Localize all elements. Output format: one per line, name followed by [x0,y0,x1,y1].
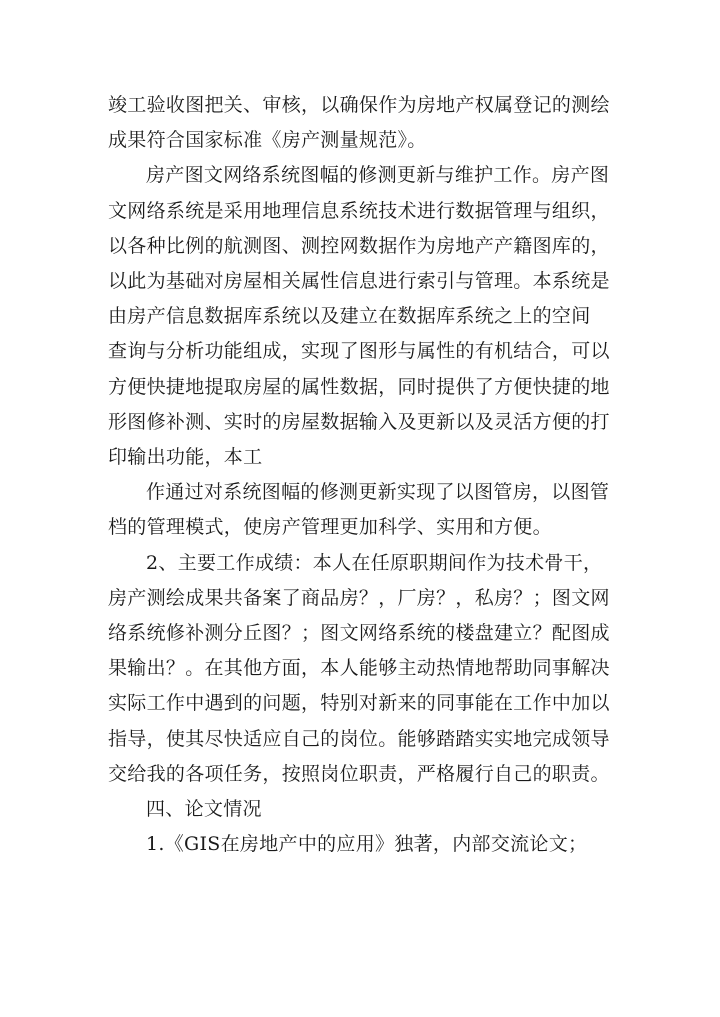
text-line: 果输出？。在其他方面，本人能够主动热情地帮助同事解决 [108,657,610,680]
text-line: 实际工作中遇到的问题，特别对新来的同事能在工作中加以 [108,692,610,715]
text-line: 作通过对系统图幅的修测更新实现了以图管房，以图管 [146,481,610,504]
text-line: 以此为基础对房屋相关属性信息进行索引与管理。本系统是 [108,270,610,293]
text-line: 方便快捷地提取房屋的属性数据，同时提供了方便快捷的地 [108,375,610,398]
paragraph-4 [108,546,612,792]
text-line: 查询与分析功能组成，实现了图形与属性的有机结合，可以 [108,340,610,363]
text-line: 档的管理模式，使房产管理更加科学、实用和方便。 [108,516,552,539]
text-line: 由房产信息数据库系统以及建立在数据库系统之上的空间 [108,305,591,328]
paragraph-2 [108,158,612,475]
paragraph-3 [108,475,612,545]
paragraph-1 [108,88,612,158]
list-item [108,827,612,862]
text-line: 1.《GIS在房地产中的应用》独著，内部交流论文； [146,833,588,856]
text-line: 以各种比例的航测图、测控网数据作为房地产产籍图库的， [108,234,610,257]
text-line: 印输出功能，本工 [108,446,263,469]
text-line: 成果符合国家标准《房产测量规范》。 [108,129,427,152]
text-line: 2、主要工作成绩：本人在任原职期间作为技术骨干， [146,551,603,574]
section-heading [108,792,612,827]
text-line: 文网络系统是采用地理信息系统技术进行数据管理与组织， [108,199,610,222]
text-line: 房产测绘成果共备案了商品房？，厂房？，私房？；图文网 [108,586,610,609]
text-line: 四、论文情况 [146,798,262,821]
text-line: 房产图文网络系统图幅的修测更新与维护工作。房产图 [146,164,610,187]
text-line: 竣工验收图把关、审核，以确保作为房地产权属登记的测绘 [108,94,610,116]
text-line: 指导，使其尽快适应自己的岗位。能够踏踏实实地完成领导 [108,727,610,750]
text-line: 络系统修补测分丘图？；图文网络系统的楼盘建立？配图成 [108,622,610,645]
text-line: 交给我的各项任务，按照岗位职责，严格履行自己的职责。 [108,762,610,785]
text-line: 形图修补测、实时的房屋数据输入及更新以及灵活方便的打 [108,410,610,433]
document-body [108,88,612,862]
